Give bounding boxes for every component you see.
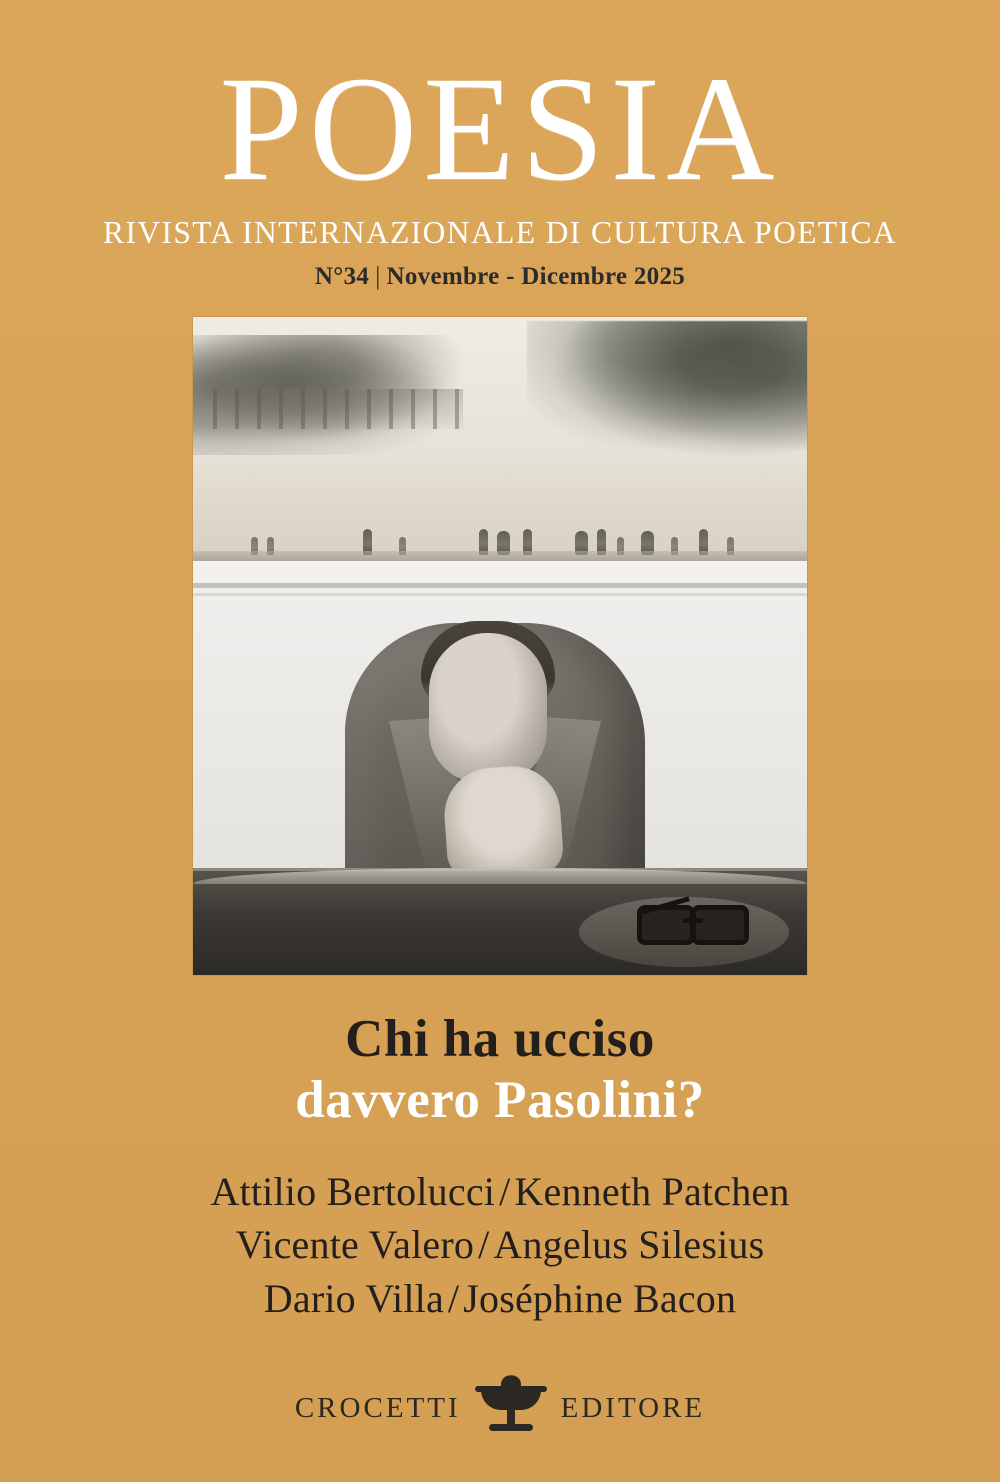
contributor-name: Vicente Valero — [235, 1222, 475, 1268]
portrait-photo — [193, 561, 807, 975]
lamp-base — [489, 1424, 533, 1431]
wall-molding — [193, 583, 807, 588]
table-surface — [193, 868, 807, 975]
publisher-name-left: CROCETTI — [294, 1391, 461, 1424]
publisher-name-right: EDITORE — [560, 1391, 706, 1424]
subject-head — [429, 633, 547, 783]
engraving-bridge — [213, 389, 463, 429]
issue-separator: | — [375, 263, 381, 290]
table-edge — [193, 868, 807, 884]
masthead — [0, 46, 1000, 291]
eyeglasses-icon — [637, 901, 749, 945]
contributor-name: Dario Villa — [263, 1275, 444, 1321]
engraving-illustration — [193, 317, 807, 561]
cover-photo — [193, 317, 807, 975]
headline-line-2: davvero Pasolini? — [295, 1071, 705, 1130]
contributor-separator: / — [499, 1168, 511, 1214]
engraving-wall — [193, 551, 807, 561]
lamp-icon — [475, 1378, 547, 1438]
magazine-title: POESIA — [219, 46, 781, 212]
contributor-name: Angelus Silesius — [493, 1222, 765, 1268]
issue-number: N°34 — [314, 263, 370, 290]
contributor-separator: / — [447, 1275, 460, 1321]
subject-hands — [441, 763, 564, 881]
contributor-name: Kenneth Patchen — [514, 1168, 790, 1214]
contributors-list — [0, 1165, 1000, 1326]
issue-line — [0, 263, 1000, 291]
contributors-row — [0, 1272, 1000, 1326]
contributor-name: Attilio Bertolucci — [210, 1168, 496, 1214]
magazine-subtitle: RIVISTA INTERNAZIONALE DI CULTURA POETICA — [103, 215, 897, 250]
glasses-bridge — [683, 918, 703, 923]
contributors-row — [0, 1165, 1000, 1219]
contributor-name: Joséphine Bacon — [463, 1275, 737, 1321]
contributors-row — [0, 1218, 1000, 1272]
lamp-bowl — [481, 1390, 541, 1410]
headline-line-1: Chi ha ucciso — [345, 1010, 655, 1068]
issue-date: Novembre - Dicembre 2025 — [386, 263, 686, 290]
wall-molding-secondary — [193, 593, 807, 596]
publisher-imprint — [0, 1378, 1000, 1438]
lens-right — [691, 905, 749, 945]
cover-headline — [0, 1011, 1000, 1131]
contributor-separator: / — [478, 1222, 490, 1268]
engraving-figures — [193, 451, 807, 555]
